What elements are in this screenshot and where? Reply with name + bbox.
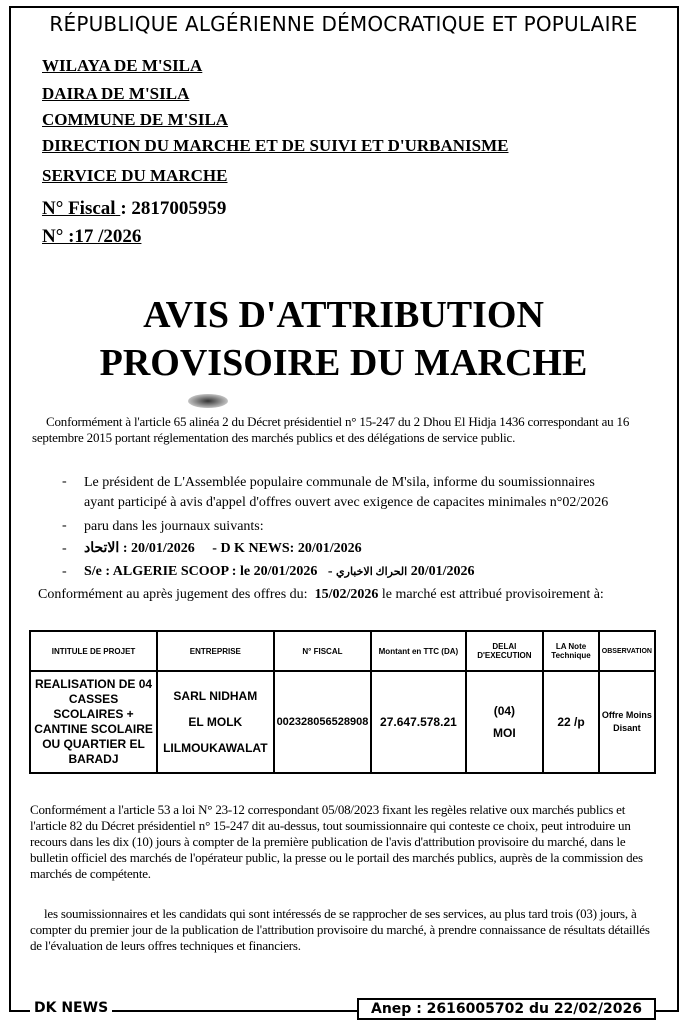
recourse-paragraph-2: les soumissionnaires et les candidats qui sont intéressés de se rapprocher de ses services, au plus tard trois (03) jours, à compter du premier jour de la publication de l'attribution provisoire du marché, à prendre connaissance de résultats détaillés de l'évaluation de leurs offres techniques et financiers. xyxy=(30,906,650,953)
intro-paragraph: Conformément à l'article 65 alinéa 2 du Décret présidentiel n° 15-247 du 2 Dhou El Hidja 1436 correspondant au 16 septembre 2015 portant réglementation des marchés publics et des délégations de service public. xyxy=(32,414,630,445)
company-line-1: SARL NIDHAM xyxy=(173,689,258,703)
bullet-4: S/e : ALGERIE SCOOP : le 20/01/2026 - الحراك الاخباري 20/01/2026 xyxy=(84,564,475,579)
bullet-dash: - xyxy=(62,541,67,556)
attribution-table xyxy=(29,630,656,774)
cell-delay xyxy=(466,671,544,773)
judgment-date: 15/02/2026 xyxy=(314,587,379,602)
bullet-dash: - xyxy=(62,474,67,489)
el-hirak-date: 20/01/2026 xyxy=(410,564,475,579)
company-line-3: LILMOUKAWALAT xyxy=(163,741,268,755)
title-line-1: AVIS D'ATTRIBUTION xyxy=(143,294,544,336)
bullet-1-line-2: ayant participé à avis d'appel d'offres ouvert avec exigence de capacites minimales n°02/2026 xyxy=(84,495,609,510)
cell-observation: Offre Moins Disant xyxy=(599,671,655,773)
bullet-dash: - xyxy=(62,564,67,579)
footer-anep-reference: Anep : 2616005702 du 22/02/2026 xyxy=(357,998,656,1020)
republic-heading: RÉPUBLIQUE ALGÉRIENNE DÉMOCRATIQUE ET POPULAIRE xyxy=(49,12,638,36)
header-fiscal: N° FISCAL xyxy=(274,631,372,671)
direction-line: DIRECTION DU MARCHE ET DE SUIVI ET D'URBANISME xyxy=(42,136,509,155)
cell-company xyxy=(157,671,274,773)
fiscal-line xyxy=(42,198,226,220)
el-ittihad-date: : 20/01/2026 xyxy=(122,541,195,556)
cell-note: 22 /p xyxy=(543,671,599,773)
judgment-prefix: Conformément au après jugement des offres du: xyxy=(38,587,308,602)
ink-smudge xyxy=(188,394,228,408)
inline-dash: - xyxy=(212,541,217,556)
fiscal-label: N° Fiscal xyxy=(42,198,116,219)
delay-line-1: (04) xyxy=(493,704,516,718)
cell-amount: 27.647.578.21 xyxy=(371,671,465,773)
cell-fiscal: 002328056528908 xyxy=(274,671,372,773)
table-header-row xyxy=(30,631,655,671)
judgment-line xyxy=(38,586,604,603)
header-project: INTITULE DE PROJET xyxy=(30,631,157,671)
service-line: SERVICE DU MARCHE xyxy=(42,166,228,185)
header-amount: Montant en TTC (DA) xyxy=(371,631,465,671)
newspaper-el-hirak: الحراك الاخباري xyxy=(336,566,408,578)
judgment-suffix: le marché est attribué provisoirement à: xyxy=(381,587,604,602)
daira-line: DAIRA DE M'SILA xyxy=(42,84,190,103)
bullet-dash: - xyxy=(62,518,67,533)
bullet-1-line-1: Le président de L'Assemblée populaire communale de M'sila, informe du soumissionnaires xyxy=(84,475,595,490)
commune-line: COMMUNE DE M'SILA xyxy=(42,110,229,129)
cell-project: REALISATION DE 04 CASSES SCOLAIRES + CANTINE SCOLAIRE OU QUARTIER EL BARADJ xyxy=(30,671,157,773)
title-line-2: PROVISOIRE DU MARCHE xyxy=(99,342,588,384)
header-observation: OBSERVATION xyxy=(599,631,655,671)
dk-news-date: D K NEWS: 20/01/2026 xyxy=(220,541,362,556)
header-delay: DELAI D'EXECUTION xyxy=(466,631,544,671)
newspaper-el-ittihad: الاتحاد xyxy=(84,541,120,556)
recourse-paragraph-1: Conformément a l'article 53 a loi N° 23-12 correspondant 05/08/2023 fixant les regèles relative oux marchés publics et l'article 82 du Décret présidentiel n° 15-247 dit au-dessus, tout soumissionnaire qui conteste ce choix, peut introduire un recours dans les dix (10) jours à compter de la première publication de l'avis d'attribution provisoire du marché, dans le bulletin officiel des marchés de l'opérateur public, la presse ou le portail des marchés publics, auprès de la commission des marchés de compétente. xyxy=(30,802,643,881)
bullet-2: paru dans les journaux suivants: xyxy=(84,519,264,534)
header-note: LA Note Technique xyxy=(543,631,599,671)
company-line-2: EL MOLK xyxy=(188,715,243,729)
wilaya-line: WILAYA DE M'SILA xyxy=(42,56,203,75)
delay-line-2: MOI xyxy=(493,726,516,740)
algerie-scoop-date: S/e : ALGERIE SCOOP : le 20/01/2026 xyxy=(84,564,318,579)
reference-number: N° :17 /2026 xyxy=(42,226,142,247)
table-row xyxy=(30,671,655,773)
fiscal-value: : 2817005959 xyxy=(120,198,227,219)
footer-newspaper: DK NEWS xyxy=(30,1000,112,1016)
bullet-3 xyxy=(84,540,362,557)
header-company: ENTREPRISE xyxy=(157,631,274,671)
